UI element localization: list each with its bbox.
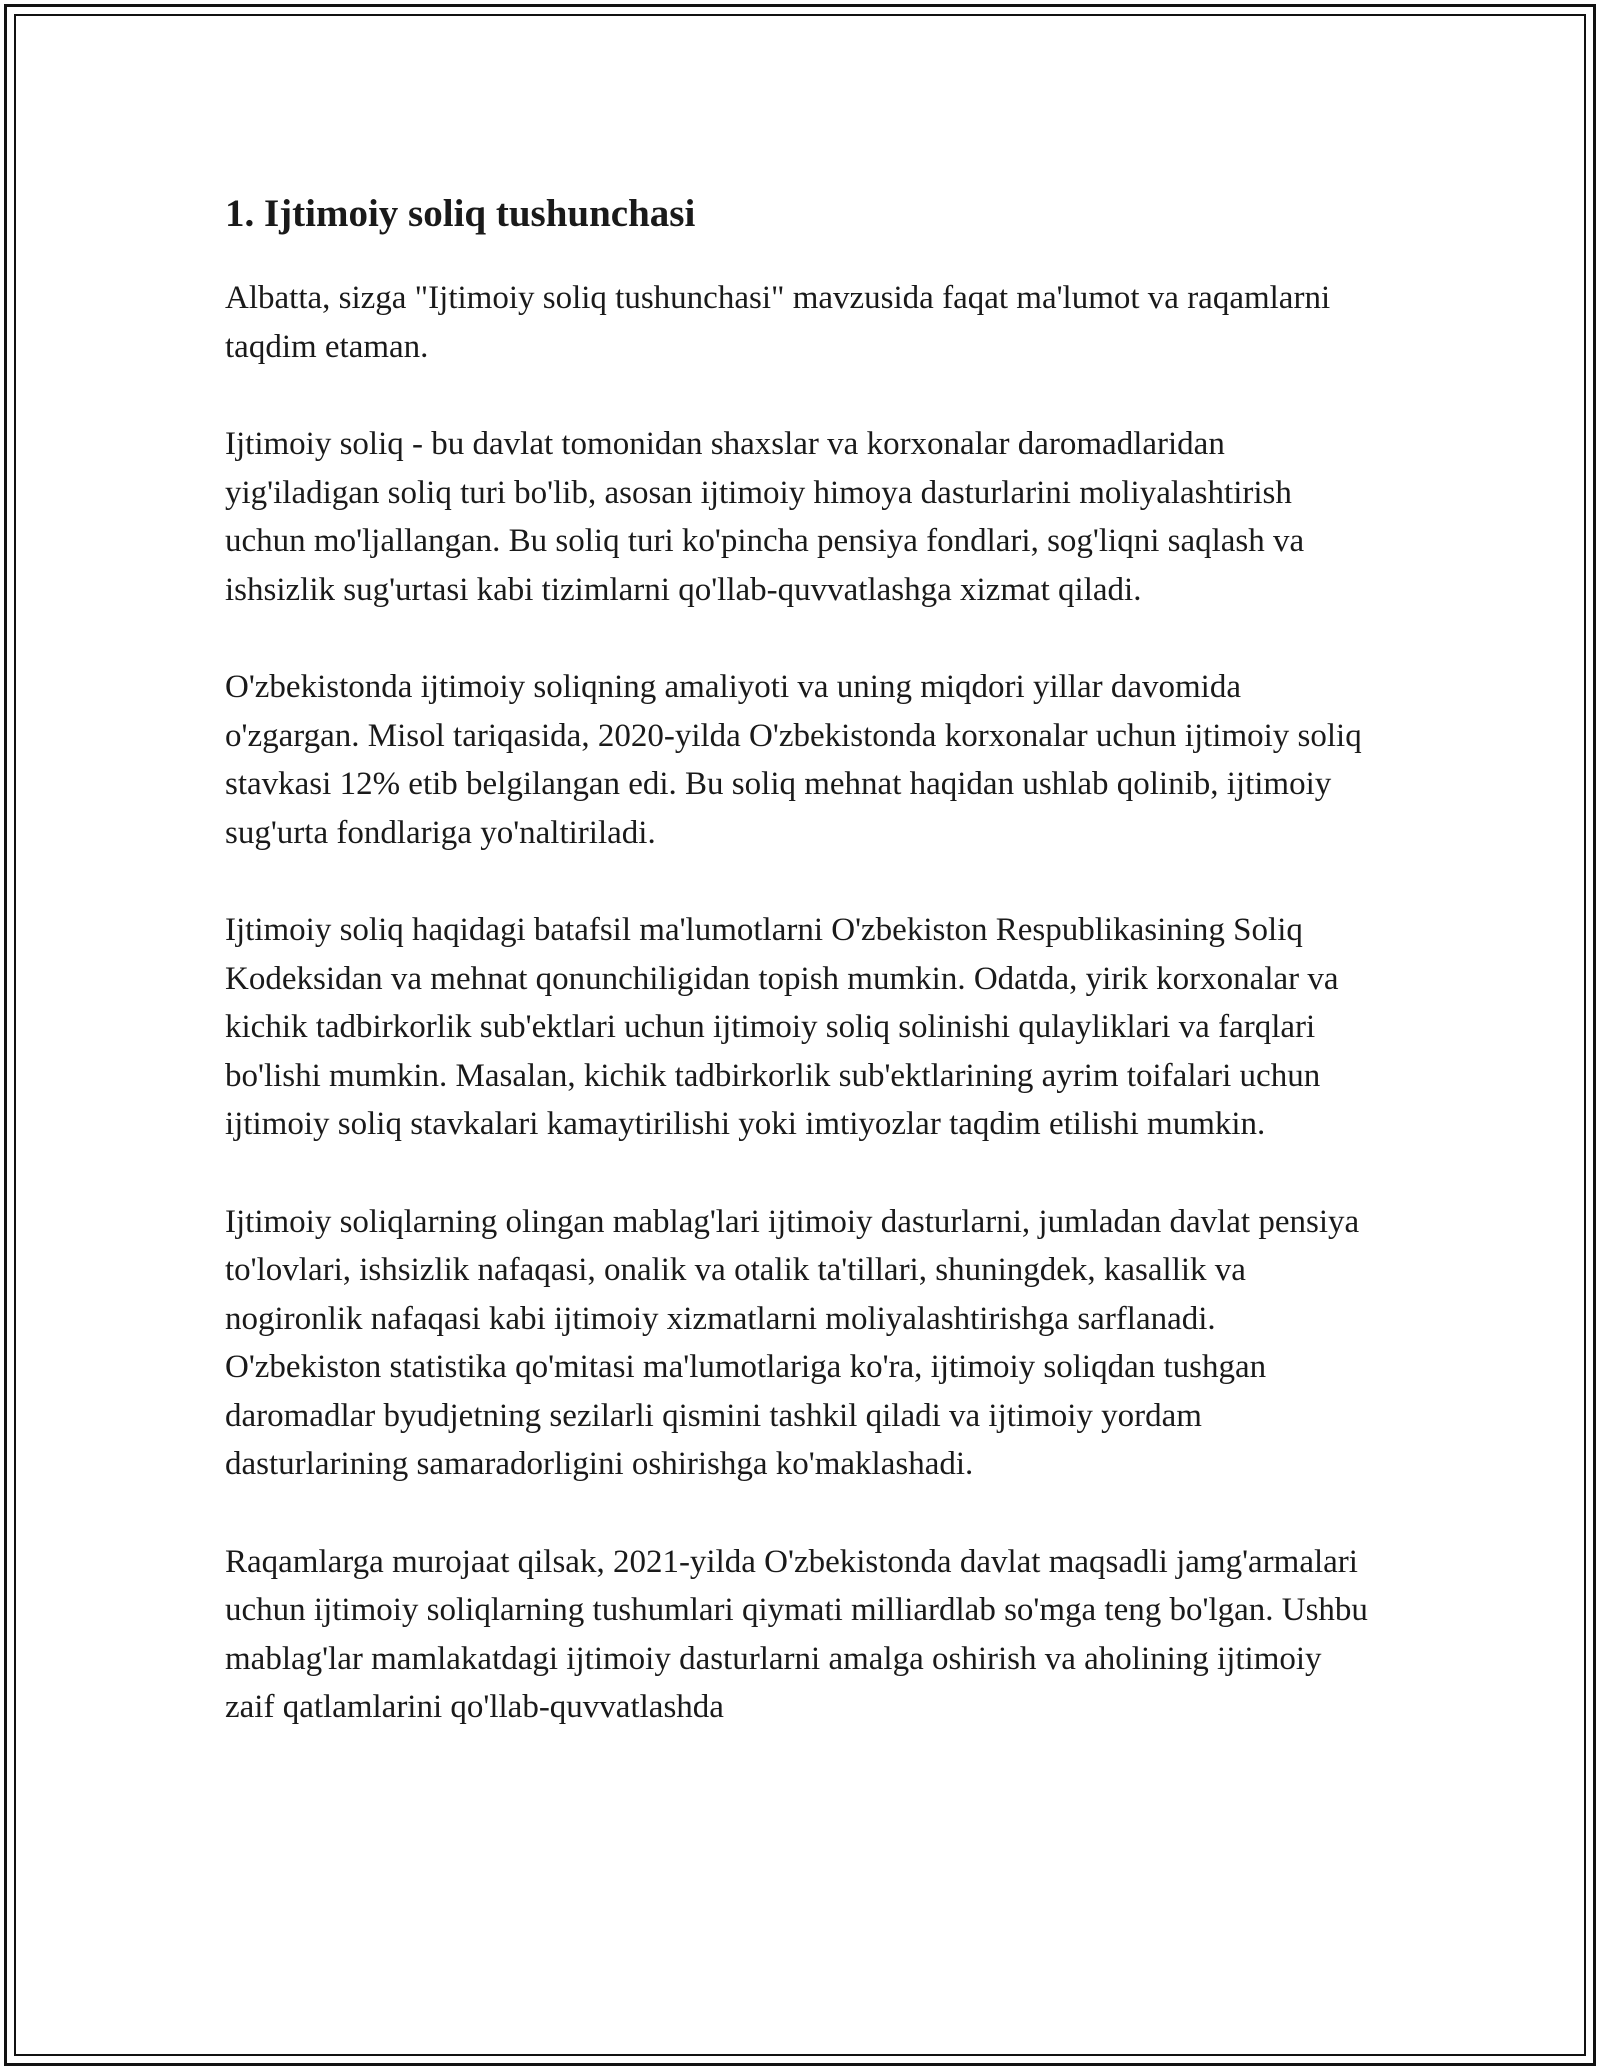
paragraph-definition: Ijtimoiy soliq - bu davlat tomonidan shaxslar va korxonalar daromadlaridan yig'iladigan soliq turi bo'lib, asosan ijtimoiy himoya dasturlarini moliyalashtirish uchun mo'ljallangan. Bu soliq turi ko'pincha pensiya fondlari, sog'liqni saqlash va ishsizlik sug'urtasi kabi tizimlarni qo'llab-quvvatlashga xizmat qiladi. — [225, 426, 1305, 608]
paragraph-figures: Raqamlarga murojaat qilsak, 2021-yilda O'zbekistonda davlat maqsadli jamg'armalari uchun ijtimoiy soliqlarning tushumlari qiymati milliardlab so'mga teng bo'lgan. Ushbu mablag'lar mamlakatdagi ijtimoiy dasturlarni amalga oshirish va aholining ijtimoiy zaif qatlamlarini qo'llab-quvvatlashda — [225, 1543, 1368, 1725]
section-heading: 1. Ijtimoiy soliq tushunchasi — [225, 192, 696, 235]
paragraph-uzbekistan-rate: O'zbekistonda ijtimoiy soliqning amaliyoti va uning miqdori yillar davomida o'zgargan. Misol tariqasida, 2020-yilda O'zbekistonda korxonalar uchun ijtimoiy soliq stavkasi 12% etib belgilangan edi. Bu soliq mehnat haqidan ushlab qolinib, ijtimoiy sug'urta fondlariga yo'naltiriladi. — [225, 669, 1362, 851]
paragraph-intro: Albatta, sizga "Ijtimoiy soliq tushunchasi" mavzusida faqat ma'lumot va raqamlarni taqdim etaman. — [225, 280, 1331, 365]
paragraph-tax-code: Ijtimoiy soliq haqidagi batafsil ma'lumotlarni O'zbekiston Respublikasining Soliq Kodeksidan va mehnat qonunchiligidan topish mumkin. Odatda, yirik korxonalar va kichik tadbirkorlik sub'ektlari uchun ijtimoiy soliq solinishi qulayliklari va farqlari bo'lishi mumkin. Masalan, kichik tadbirkorlik sub'ektlarining ayrim toifalari uchun ijtimoiy soliq stavkalari kamaytirilishi yoki imtiyozlar taqdim etilishi mumkin. — [225, 912, 1339, 1142]
document-body — [225, 190, 1375, 1781]
paragraph-social-programs: Ijtimoiy soliqlarning olingan mablag'lari ijtimoiy dasturlarni, jumladan davlat pensiya to'lovlari, ishsizlik nafaqasi, onalik va otalik ta'tillari, shuningdek, kasallik va nogironlik nafaqasi kabi ijtimoiy xizmatlarni moliyalashtirishga sarflanadi. O'zbekiston statistika qo'mitasi ma'lumotlariga ko'ra, ijtimoiy soliqdan tushgan daromadlar byudjetning sezilarli qismini tashkil qiladi va ijtimoiy yordam dasturlarining samaradorligini oshirishga ko'maklashadi. — [225, 1203, 1360, 1482]
